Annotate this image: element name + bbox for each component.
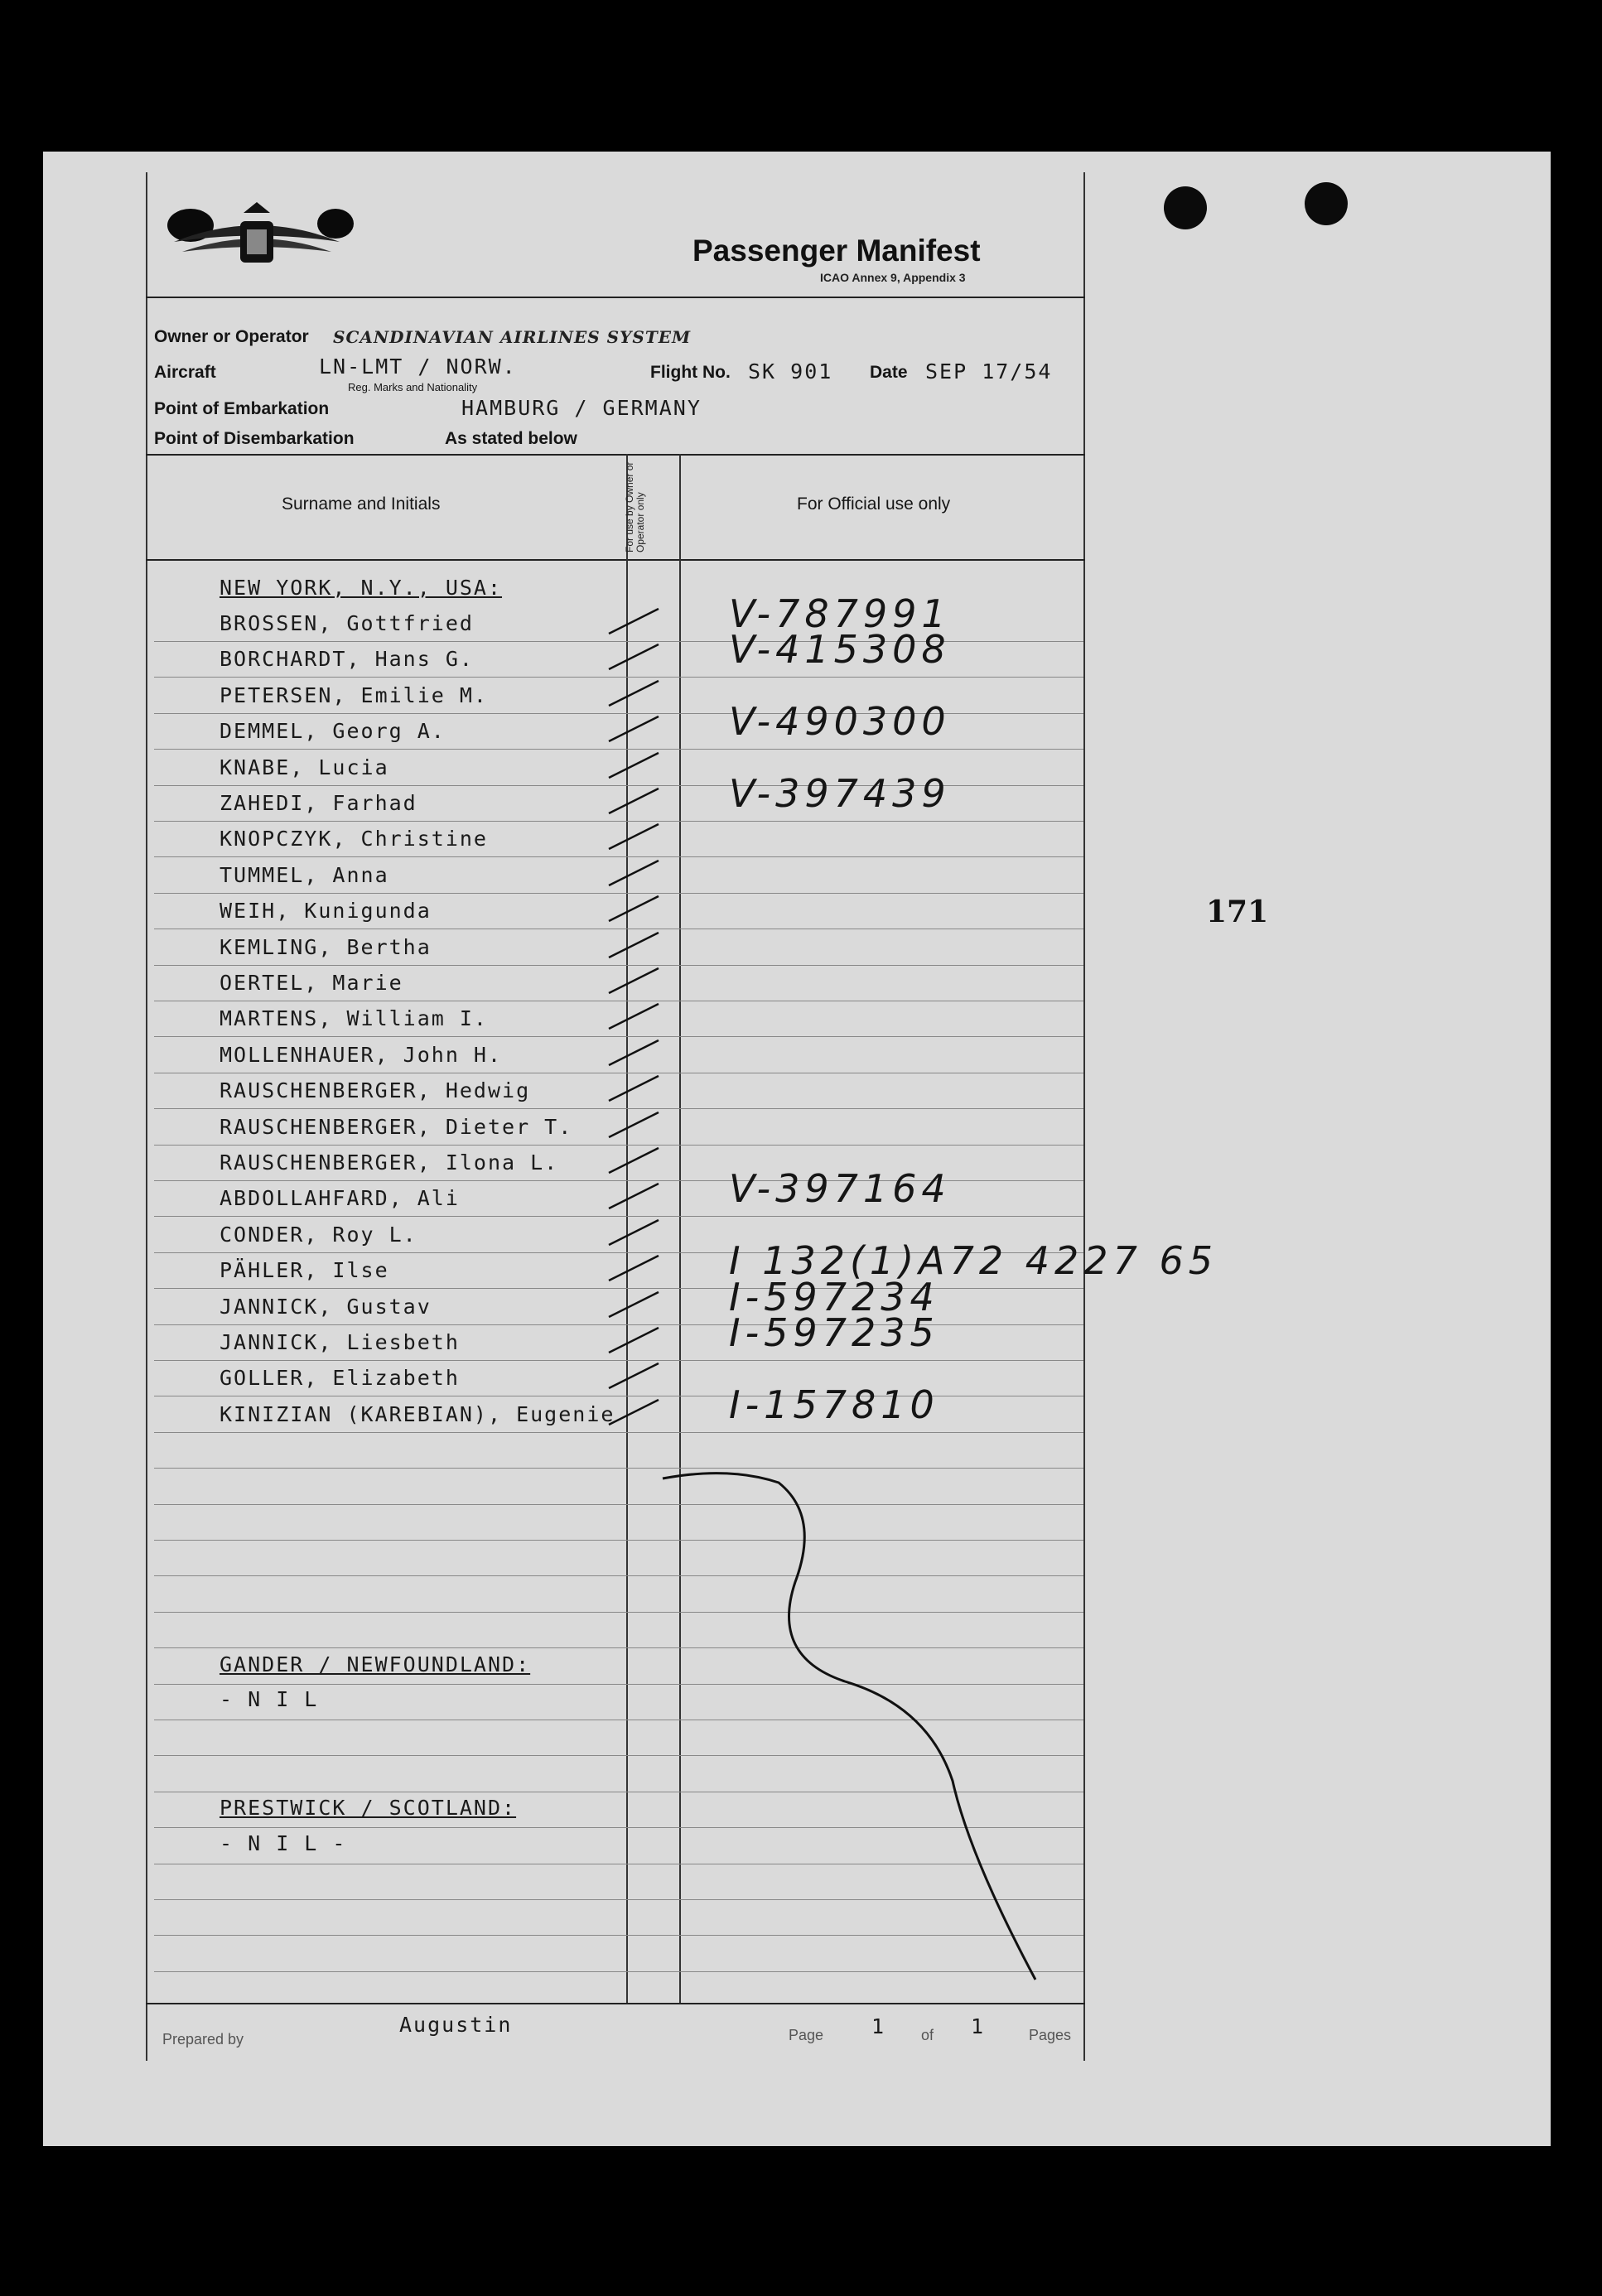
of-pages-value: 1 [971,2014,986,2038]
check-mark-icon [605,1216,663,1249]
passenger-name: MOLLENHAUER, John H. [220,1042,503,1067]
check-mark-icon [605,856,663,890]
official-number: I 132(1)A72 4227 65 [729,1238,1218,1284]
passenger-name: CONDER, Roy L. [220,1222,417,1247]
date-value: SEP 17/54 [925,359,1053,383]
passenger-name: KNABE, Lucia [220,755,389,779]
stamp-number: 171 [1206,895,1269,929]
prepared-by-label: Prepared by [162,2031,244,2048]
check-mark-icon [605,1072,663,1105]
passenger-name: JANNICK, Gustav [220,1294,432,1319]
check-mark-icon [605,1179,663,1213]
official-number: I-597235 [729,1310,939,1355]
punch-hole [1164,186,1207,229]
airline-logo-icon [157,192,356,283]
check-mark-icon [605,640,663,673]
passenger-name: BROSSEN, Gottfried [220,611,474,635]
passenger-name: RAUSCHENBERGER, Hedwig [220,1078,531,1103]
official-number: V-415308 [729,627,951,673]
prepared-by-value: Augustin [399,2013,513,2037]
check-mark-icon [605,1036,663,1069]
passenger-name: DEMMEL, Georg A. [220,719,446,744]
page-subtitle: ICAO Annex 9, Appendix 3 [820,271,966,284]
passenger-name: RAUSCHENBERGER, Ilona L. [220,1150,559,1175]
header-rule [146,297,1085,298]
embarkation-label: Point of Embarkation [154,399,330,418]
section-gander: GANDER / NEWFOUNDLAND: [220,1652,531,1676]
flight-no-value: SK 901 [748,359,833,383]
owner-label: Owner or Operator [154,327,309,346]
col-owner-use-header [615,460,673,559]
passenger-name: PETERSEN, Emilie M. [220,683,488,707]
passenger-name: WEIH, Kunigunda [220,899,432,924]
passenger-name: MARTENS, William I. [220,1006,488,1031]
passenger-name: BORCHARDT, Hans G. [220,647,474,672]
reg-marks-label: Reg. Marks and Nationality [348,381,478,393]
passenger-name: PÄHLER, Ilse [220,1258,389,1283]
check-mark-icon [605,892,663,925]
of-label: of [921,2027,934,2043]
check-mark-icon [605,820,663,853]
flight-no-label: Flight No. [650,363,731,382]
official-number: I-157810 [729,1382,939,1427]
page-title: Passenger Manifest [692,234,981,268]
col-official-header: For Official use only [797,494,951,514]
section-gander-nil: - N I L [220,1687,319,1711]
passenger-name: ZAHEDI, Farhad [220,791,417,815]
check-mark-icon [605,964,663,997]
aircraft-label: Aircraft [154,363,216,382]
frame-right [1083,172,1085,2061]
passenger-name: GOLLER, Elizabeth [220,1366,460,1391]
section-new-york: NEW YORK, N.Y., USA: [220,576,503,600]
form-rule [146,454,1085,456]
check-mark-icon [605,1288,663,1321]
check-mark-icon [605,1108,663,1141]
row-rule [154,1432,1083,1433]
col-surname-header: Surname and Initials [282,494,441,514]
handwritten-strike-line [654,1466,1052,1996]
punch-hole [1305,182,1348,225]
check-mark-icon [605,1324,663,1357]
page-label: Page [789,2027,824,2043]
official-number: V-397164 [729,1166,951,1212]
embarkation-value: HAMBURG / GERMANY [461,396,702,420]
check-mark-icon [605,677,663,710]
official-number: V-787991 [729,591,951,636]
check-mark-icon [605,784,663,818]
passenger-name: KINIZIAN (KAREBIAN), Eugenie [220,1401,615,1426]
disembarkation-value: As stated below [445,429,577,448]
passenger-name: KNOPCZYK, Christine [220,827,488,851]
check-mark-icon [605,605,663,638]
passenger-name: OERTEL, Marie [220,971,403,995]
passenger-name: JANNICK, Liesbeth [220,1330,460,1354]
footer-rule [146,2003,1085,2004]
section-prestwick-nil: - N I L - [220,1831,347,1855]
check-mark-icon [605,1396,663,1429]
passenger-name: KEMLING, Bertha [220,934,432,959]
check-mark-icon [605,929,663,962]
official-number: V-490300 [729,699,951,745]
passenger-name: TUMMEL, Anna [220,862,389,887]
aircraft-value: LN-LMT / NORW. [319,355,517,379]
section-prestwick: PRESTWICK / SCOTLAND: [220,1796,517,1820]
check-mark-icon [605,749,663,782]
date-label: Date [870,363,908,382]
check-mark-icon [605,1144,663,1177]
check-mark-icon [605,1359,663,1392]
page-value: 1 [871,2014,886,2038]
check-mark-icon [605,1000,663,1033]
col-owner-use-text: For use by Owner or Operator only [624,461,646,552]
colhead-rule [146,559,1085,561]
owner-value: SCANDINAVIAN AIRLINES SYSTEM [333,327,692,347]
official-number: V-397439 [729,771,951,816]
frame-left [146,172,147,2061]
pages-label: Pages [1029,2027,1072,2043]
disembarkation-label: Point of Disembarkation [154,429,355,448]
official-number: I-597234 [729,1274,939,1319]
passenger-name: RAUSCHENBERGER, Dieter T. [220,1114,573,1139]
passenger-name: ABDOLLAHFARD, Ali [220,1186,460,1211]
check-mark-icon [605,1252,663,1285]
check-mark-icon [605,712,663,745]
